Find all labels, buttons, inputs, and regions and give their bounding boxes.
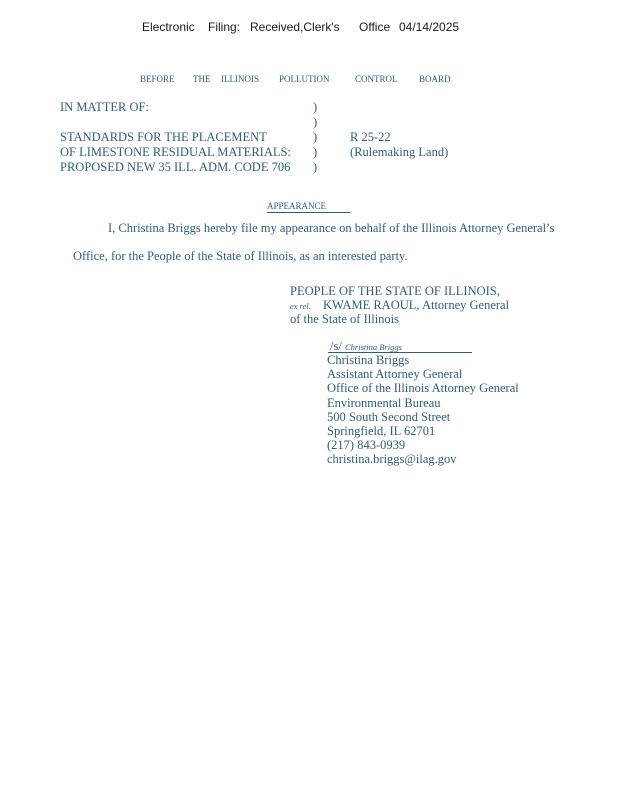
caption-paren: ) <box>313 130 318 144</box>
document-title: APPEARANCE <box>267 201 327 211</box>
board-heading-word: BOARD <box>419 74 451 84</box>
signature-block <box>327 353 519 467</box>
signature-title: Assistant Attorney General <box>327 367 463 382</box>
header-office: Office <box>359 20 391 34</box>
board-heading-word: POLLUTION <box>279 74 330 84</box>
party-line-1: PEOPLE OF THE STATE OF ILLINOIS, <box>290 284 500 298</box>
signature-signed-name: Christina Briggs <box>345 342 402 352</box>
header-filing: Filing: <box>208 20 241 34</box>
signature-office: Office of the Illinois Attorney General <box>327 381 519 396</box>
caption-paren: ) <box>313 160 318 174</box>
docket-type: (Rulemaking Land) <box>350 145 449 159</box>
signature-phone: (217) 843-0939 <box>327 438 406 453</box>
signature-street: 500 South Second Street <box>327 409 451 424</box>
header-date: 04/14/2025 <box>399 20 460 34</box>
party-ex-rel: ex rel. <box>290 301 311 311</box>
board-heading-word: ILLINOIS <box>221 74 259 84</box>
signature-city: Springfield, IL 62701 <box>327 424 436 439</box>
party-line-2: KWAME RAOUL, Attorney General <box>323 298 510 312</box>
board-heading-word: THE <box>193 74 211 84</box>
body-line-1: I, Christina Briggs hereby file my appearance on behalf of the Illinois Attorney General’s <box>108 221 555 235</box>
signature-prefix: /s/ <box>330 339 342 353</box>
signature-bureau: Environmental Bureau <box>327 395 441 410</box>
signature-email[interactable]: christina.briggs@ilag.gov <box>327 452 457 467</box>
title-underline <box>267 212 350 213</box>
caption-line: STANDARDS FOR THE PLACEMENT <box>60 130 267 144</box>
caption-paren: ) <box>313 145 318 159</box>
caption-line: OF LIMESTONE RESIDUAL MATERIALS: <box>60 145 291 159</box>
caption-paren: ) <box>313 115 318 129</box>
body-line-2: Office, for the People of the State of Illinois, as an interested party. <box>73 249 408 263</box>
header-electronic: Electronic <box>142 20 195 34</box>
party-line-3: of the State of Illinois <box>290 312 400 326</box>
header-received: Received,Clerk's <box>250 20 340 34</box>
caption-line: PROPOSED NEW 35 ILL. ADM. CODE 706 <box>60 160 291 174</box>
docket-number: R 25-22 <box>350 130 391 144</box>
signature-name: Christina Briggs <box>327 353 410 367</box>
board-heading-word: BEFORE <box>140 74 175 84</box>
caption-in-matter: IN MATTER OF: <box>60 100 149 114</box>
caption-paren: ) <box>313 100 318 114</box>
board-heading-word: CONTROL <box>355 74 398 84</box>
